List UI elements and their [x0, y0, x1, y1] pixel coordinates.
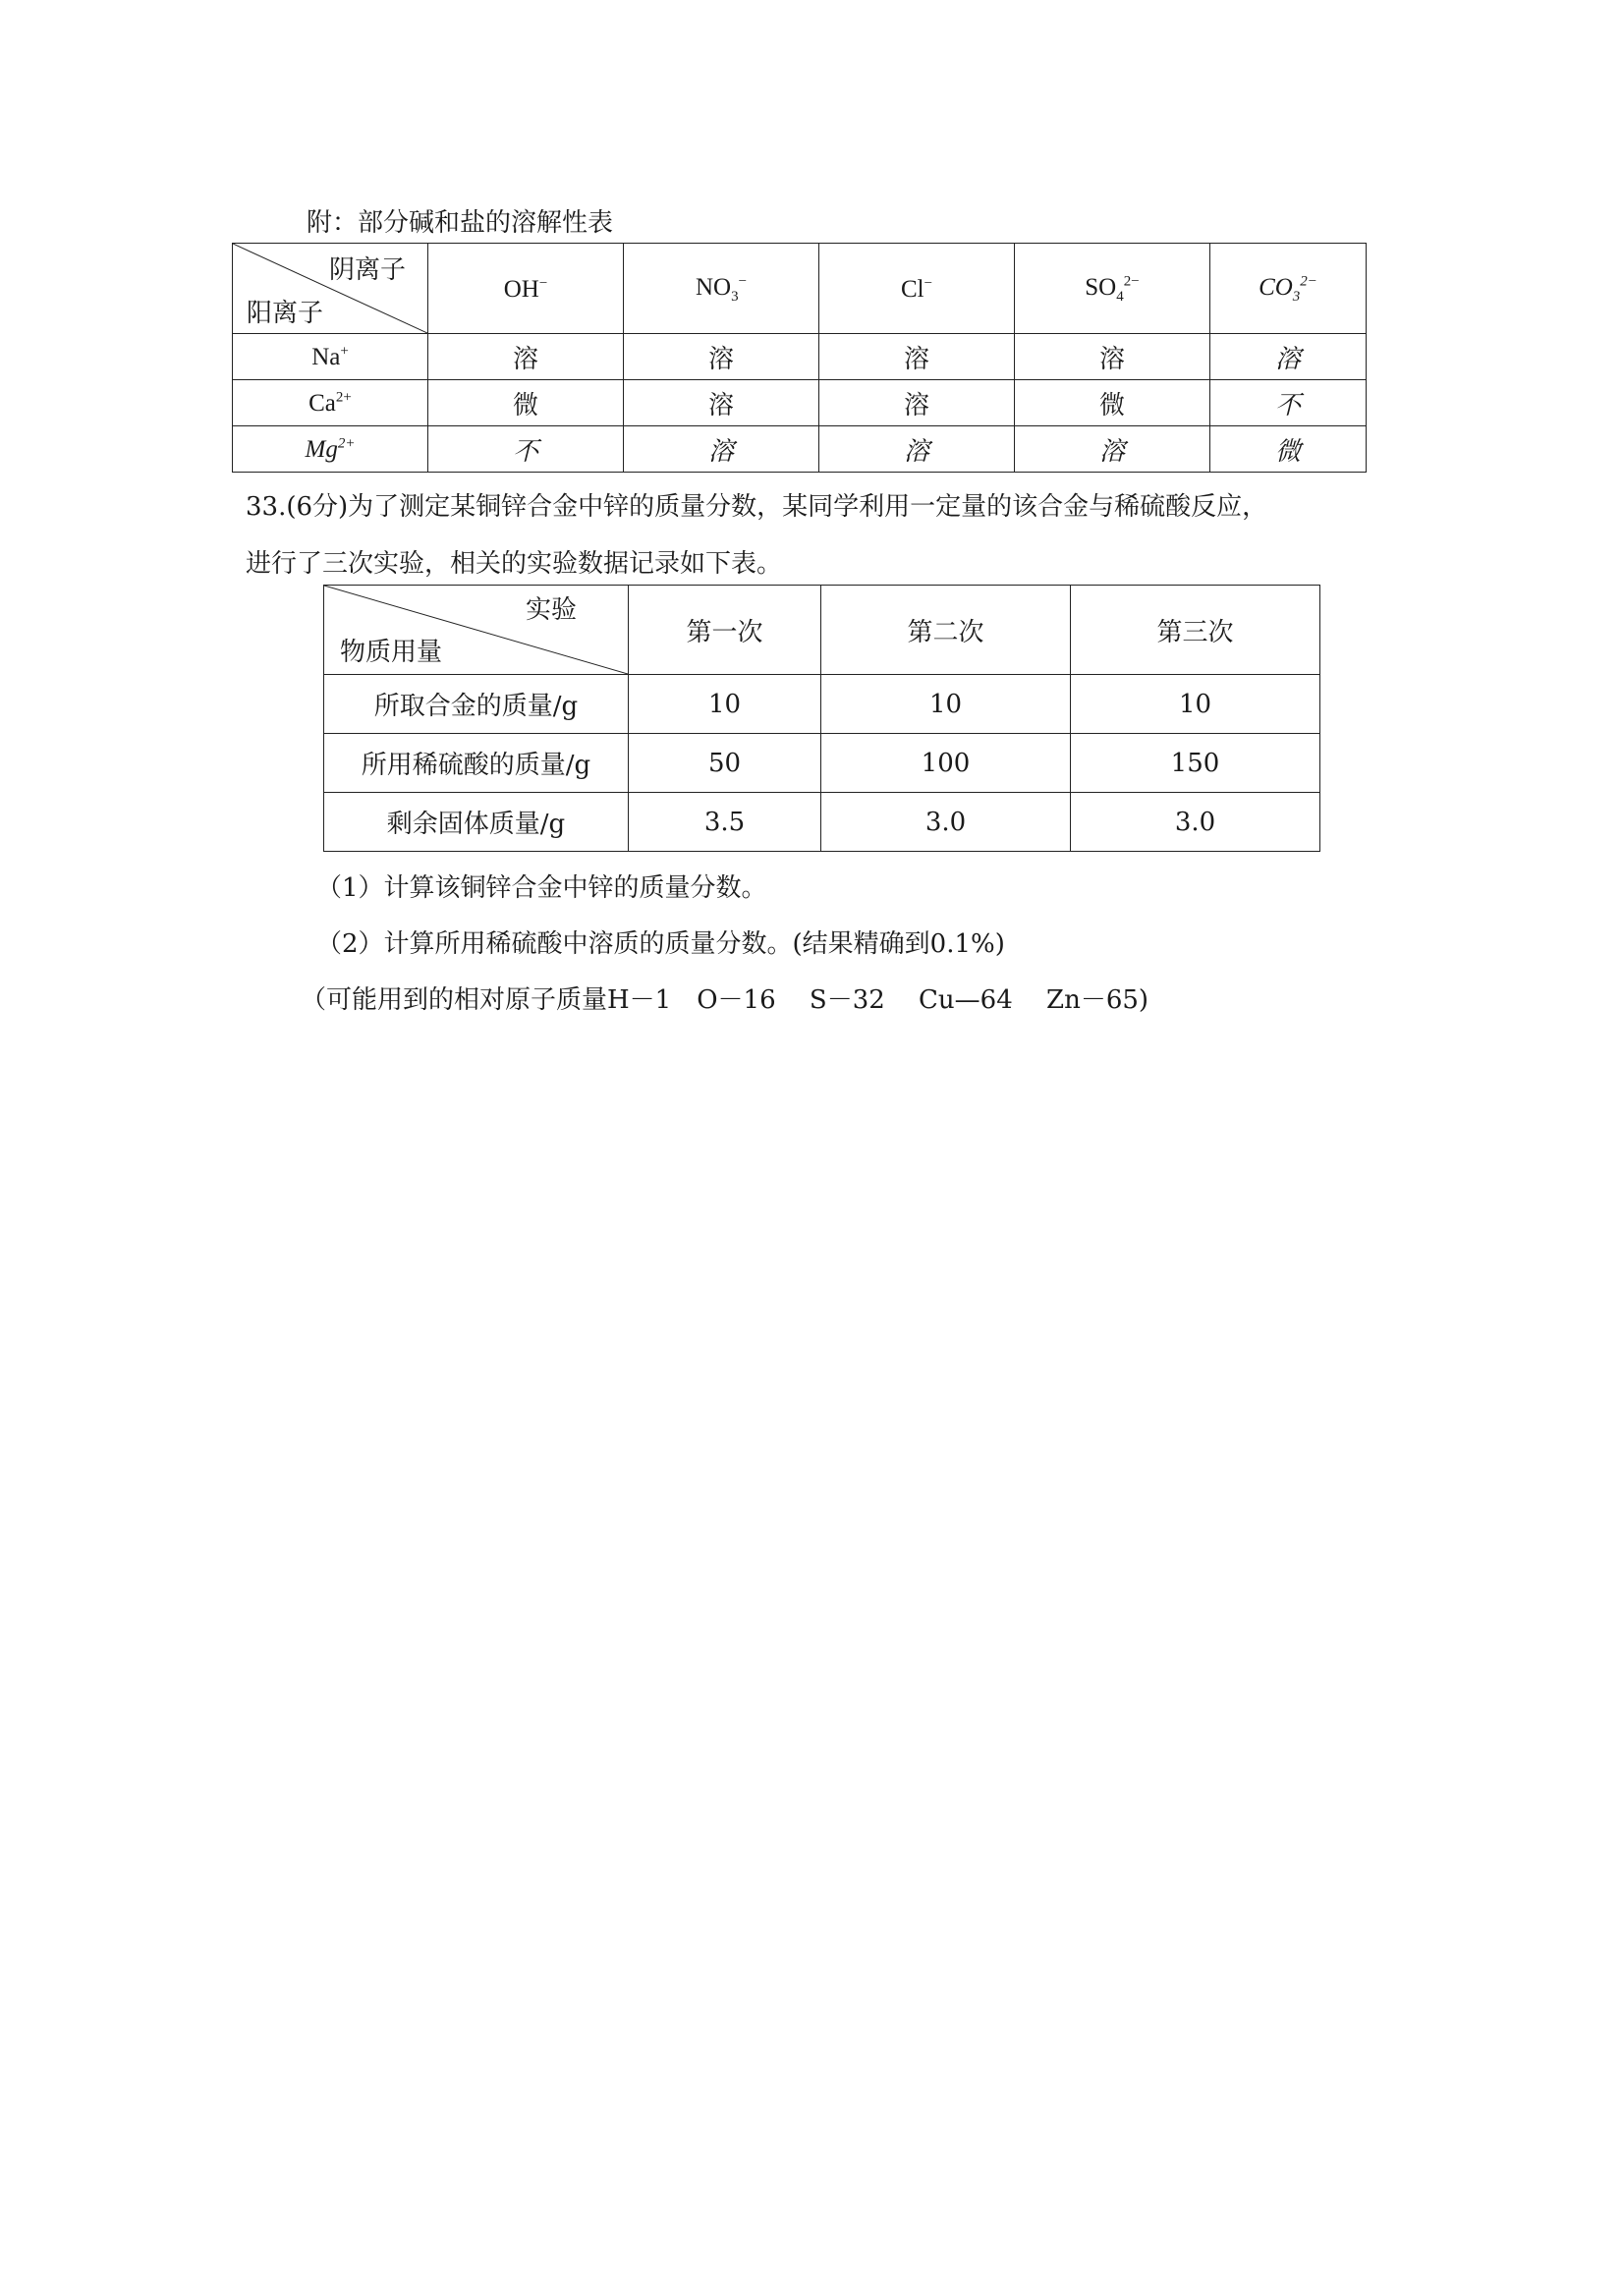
solubility-cell: 溶 — [624, 426, 819, 473]
anion-co3: $CO_3^{2-}$ — [1210, 244, 1367, 334]
cation-ca: $Ca^{2+}$ — [233, 380, 428, 426]
table-cell: 50 — [629, 734, 821, 793]
table-row — [324, 793, 1320, 852]
table-row — [233, 426, 1367, 473]
experiment-table — [323, 585, 1320, 852]
table-row — [324, 734, 1320, 793]
experiment-header: 实验 — [525, 595, 577, 625]
cation-mg: $Mg^{2+}$ — [233, 426, 428, 473]
table-cell: 3.0 — [821, 793, 1071, 852]
appendix-title: 附：部分碱和盐的溶解性表 — [307, 208, 614, 238]
column-header: 第一次 — [629, 586, 821, 675]
anion-header: 阴离子 — [328, 255, 406, 285]
experiment-corner-cell — [324, 586, 629, 675]
solubility-cell: 溶 — [819, 334, 1015, 380]
solubility-cell: 溶 — [819, 426, 1015, 473]
row-label: 所用稀硫酸的质量/g — [324, 734, 629, 793]
solubility-cell: 溶 — [428, 334, 624, 380]
table-cell: 10 — [629, 675, 821, 734]
atomic-masses-note: （可能用到的相对原子质量H－1 O－16 S－32 Cu—64 Zn－65) — [301, 985, 1149, 1015]
quantity-header: 物质用量 — [340, 638, 443, 667]
anion-oh: OH− — [428, 244, 624, 334]
solubility-cell: 溶 — [1015, 426, 1210, 473]
solubility-cell: 溶 — [819, 380, 1015, 426]
solubility-table — [232, 243, 1367, 473]
row-label: 所取合金的质量/g — [324, 675, 629, 734]
solubility-corner-cell — [233, 244, 428, 334]
sub-question-2: （2）计算所用稀硫酸中溶质的质量分数。(结果精确到0.1%) — [316, 929, 1005, 959]
solubility-cell: 溶 — [1210, 334, 1367, 380]
row-label: 剩余固体质量/g — [324, 793, 629, 852]
table-cell: 3.5 — [629, 793, 821, 852]
column-header: 第三次 — [1071, 586, 1320, 675]
table-cell: 100 — [821, 734, 1071, 793]
solubility-cell: 微 — [428, 380, 624, 426]
solubility-cell: 不 — [1210, 380, 1367, 426]
table-cell: 10 — [1071, 675, 1320, 734]
solubility-cell: 微 — [1015, 380, 1210, 426]
table-row — [233, 334, 1367, 380]
table-row — [233, 380, 1367, 426]
solubility-cell: 微 — [1210, 426, 1367, 473]
solubility-cell: 溶 — [624, 334, 819, 380]
anion-cl: Cl− — [819, 244, 1015, 334]
solubility-cell: 不 — [428, 426, 624, 473]
table-cell: 150 — [1071, 734, 1320, 793]
table-cell: 10 — [821, 675, 1071, 734]
question-line-1: 33.(6分)为了测定某铜锌合金中锌的质量分数，某同学利用一定量的该合金与稀硫酸反应， — [246, 492, 1268, 522]
anion-no3: $NO_3^-$ — [624, 244, 819, 334]
column-header: 第二次 — [821, 586, 1071, 675]
solubility-cell: 溶 — [1015, 334, 1210, 380]
question-line-2: 进行了三次实验，相关的实验数据记录如下表。 — [246, 549, 783, 579]
table-row — [324, 675, 1320, 734]
table-cell: 3.0 — [1071, 793, 1320, 852]
solubility-cell: 溶 — [624, 380, 819, 426]
cation-header: 阳离子 — [247, 299, 324, 328]
anion-so4: $SO_4^{2-}$ — [1015, 244, 1210, 334]
cation-na: Na+ — [233, 334, 428, 380]
sub-question-1: （1）计算该铜锌合金中锌的质量分数。 — [316, 873, 767, 903]
